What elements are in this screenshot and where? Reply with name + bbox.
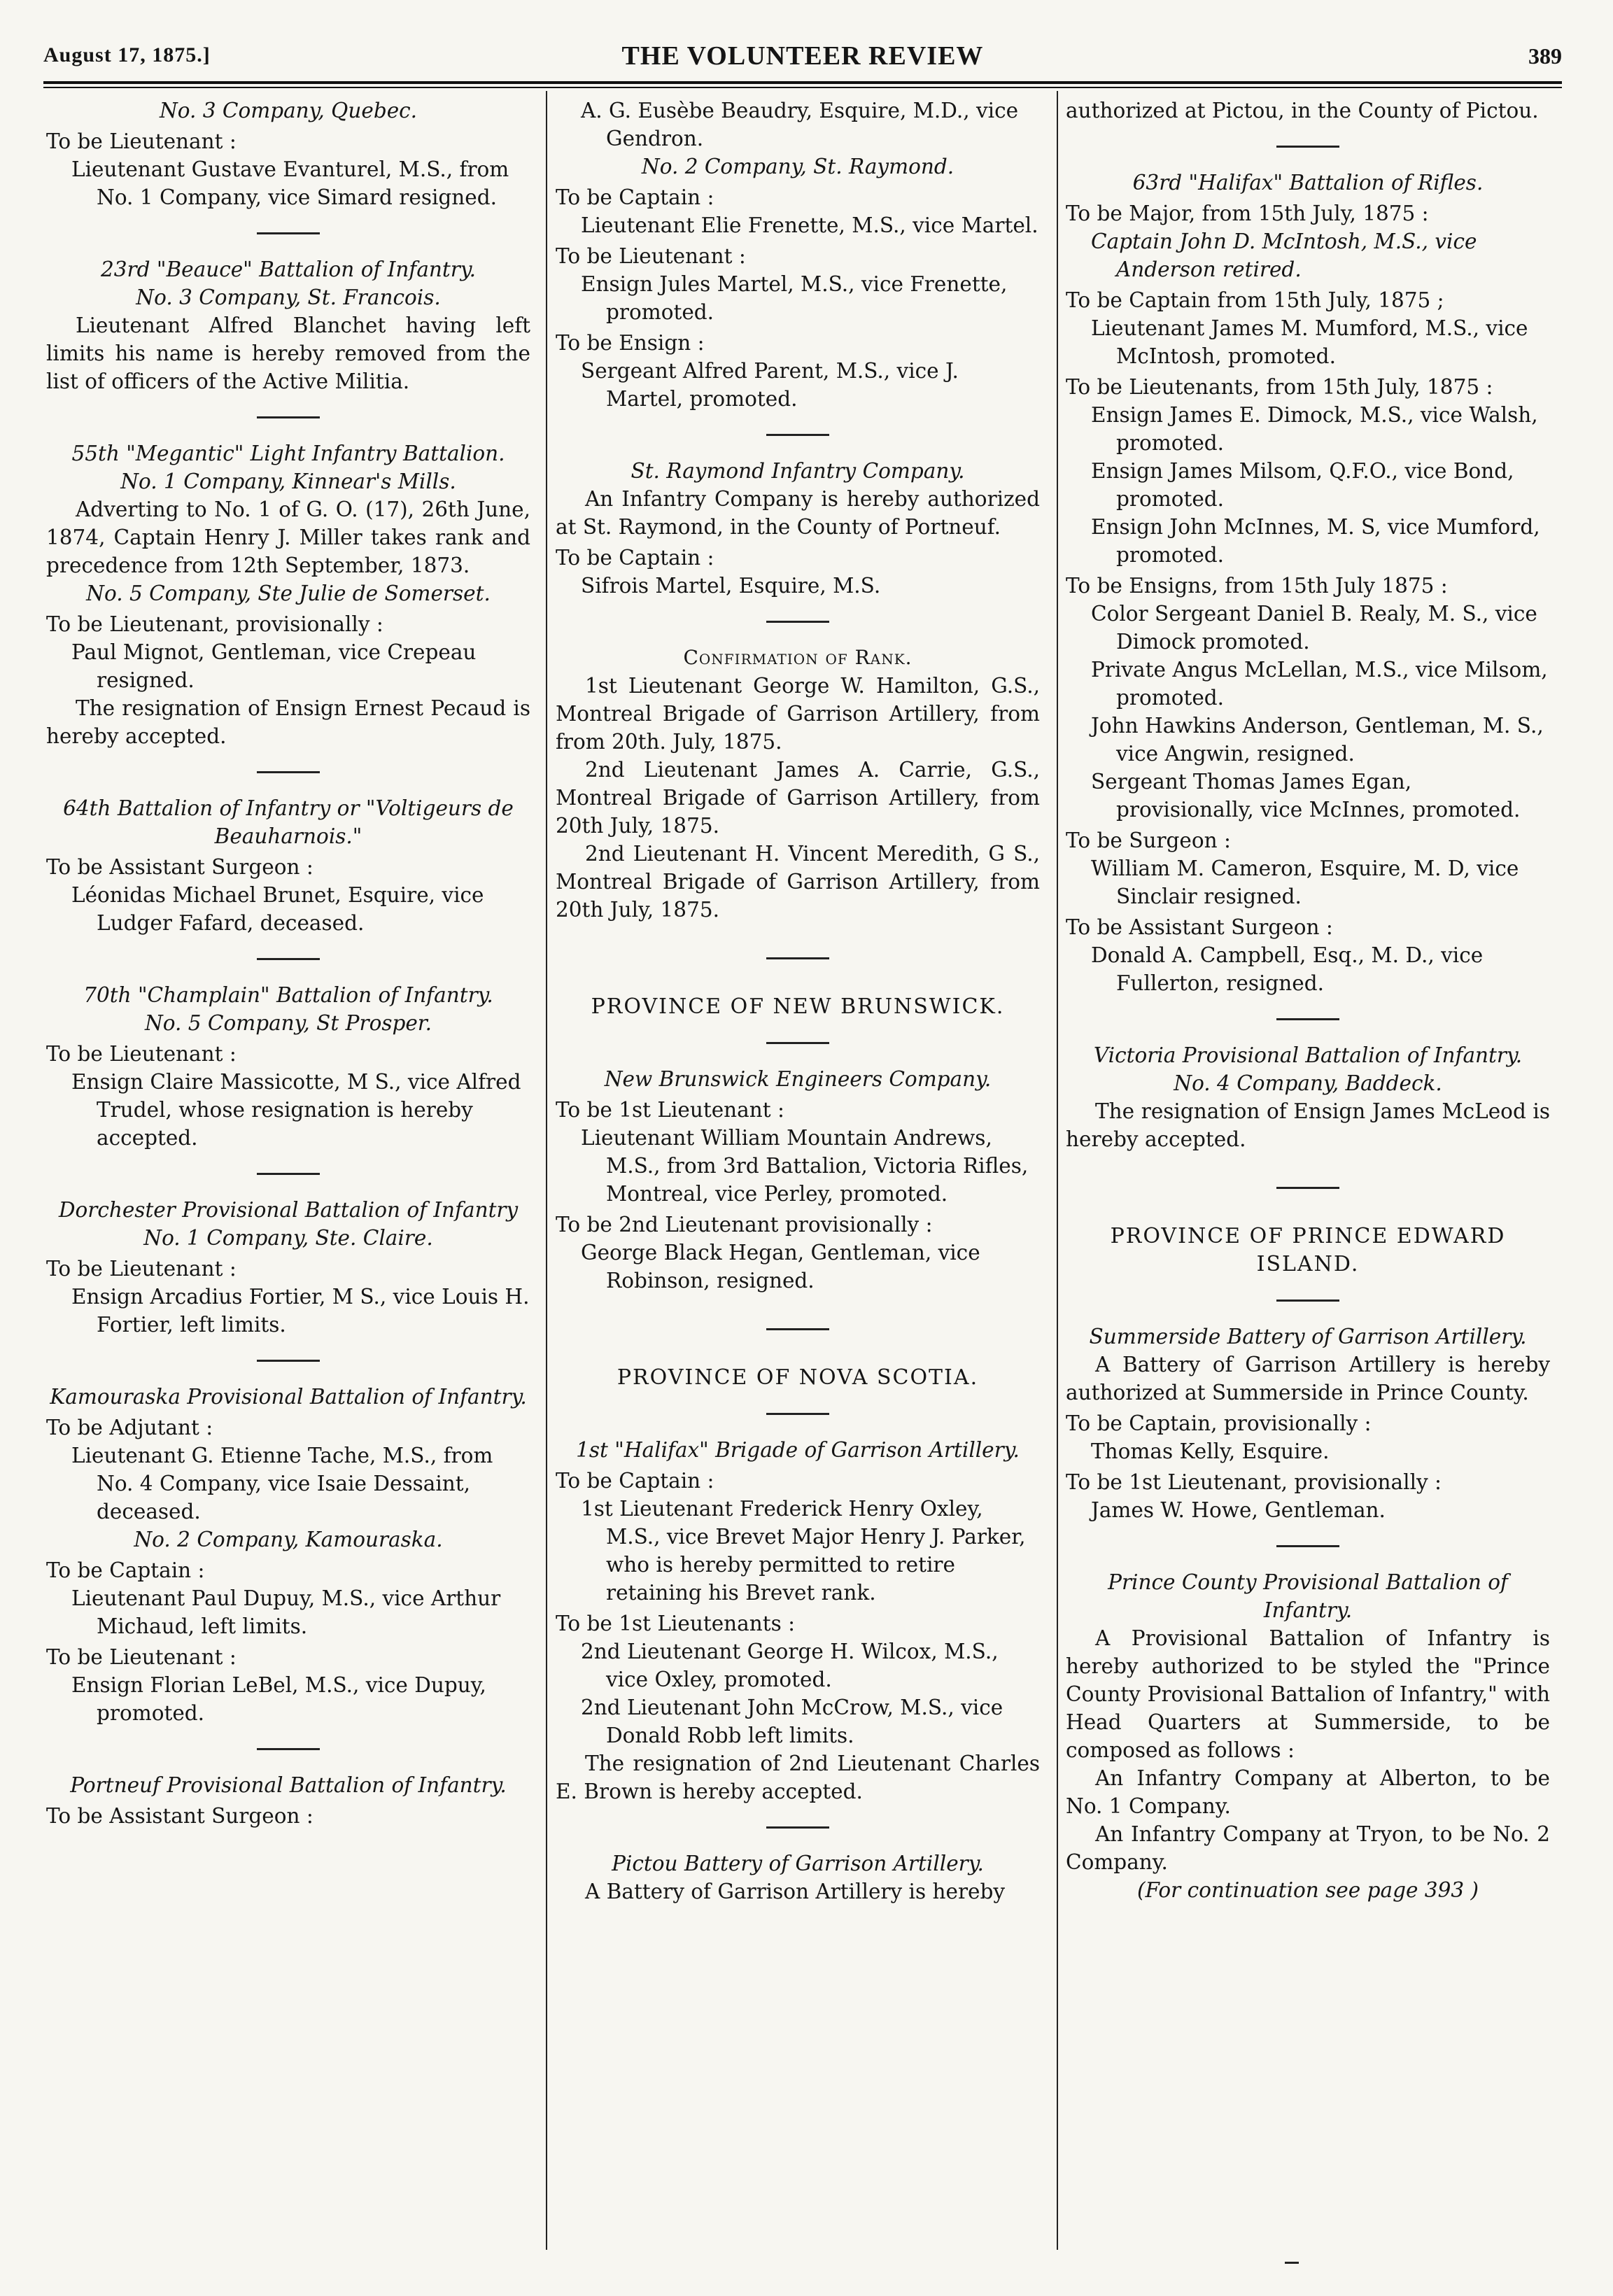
appointment-entry: Lieutenant James M. Mumford, M.S., vice McIntosh, promoted.	[1091, 316, 1528, 368]
text-line: authorized at Pictou, in the County of Pictou.	[1066, 99, 1539, 122]
header-rule-thick	[43, 81, 1562, 84]
section-divider	[257, 232, 320, 234]
section-divider	[1276, 146, 1339, 148]
publication-title: THE VOLUNTEER REVIEW	[621, 41, 984, 71]
section-divider	[766, 957, 829, 959]
column-middle	[556, 97, 1040, 1906]
section-heading: No. 3 Company, St. Francois.	[136, 286, 441, 309]
notice-paragraph: A Battery of Garrison Artillery is hereby authorized at Summerside in Prince County.	[1066, 1353, 1550, 1404]
notice-paragraph: 1st Lieutenant George W. Hamilton, G.S., Montreal Brigade of Garrison Artillery, from from 20th. July, 1875.	[556, 674, 1040, 754]
section-heading: No. 1 Company, Ste. Claire.	[143, 1226, 433, 1250]
section-heading: No. 2 Company, Kamouraska.	[134, 1528, 443, 1551]
section-heading: Prince County Provisional Battalion of Infantry.	[1108, 1570, 1508, 1622]
appointment-entry: 1st Lieutenant Frederick Henry Oxley, M.S., vice Brevet Major Henry J. Parker, who is hereby permitted to retire retaining his Brevet rank.	[581, 1497, 1026, 1605]
appointment-entry: Private Angus McLellan, M.S., vice Milsom, promoted.	[1091, 658, 1548, 710]
appointment-label: To be Assistant Surgeon :	[1066, 915, 1333, 939]
appointment-entry: Lieutenant Paul Dupuy, M.S., vice Arthur Michaud, left limits.	[71, 1586, 501, 1638]
appointment-entry: Lieutenant William Mountain Andrews, M.S., from 3rd Battalion, Victoria Rifles, Montreal, vice Perley, promoted.	[581, 1126, 1029, 1206]
notice-paragraph: An Infantry Company at Alberton, to be No. 1 Company.	[1066, 1766, 1550, 1818]
notice-paragraph: An Infantry Company is hereby authorized at St. Raymond, in the County of Portneuf.	[556, 487, 1040, 539]
appointment-label: To be Lieutenant, provisionally :	[46, 612, 383, 636]
appointment-label: To be Lieutenant :	[556, 244, 746, 268]
page-header	[43, 31, 1562, 80]
province-heading: PROVINCE OF NOVA SCOTIA.	[617, 1365, 979, 1390]
section-heading: St. Raymond Infantry Company.	[631, 459, 965, 483]
appointment-label: To be Captain :	[556, 546, 714, 570]
appointment-entry: 2nd Lieutenant George H. Wilcox, M.S., vice Oxley, promoted.	[581, 1640, 999, 1691]
section-divider	[1276, 1300, 1339, 1302]
section-heading: No. 3 Company, Quebec.	[159, 99, 418, 122]
appointment-label: To be Lieutenant :	[46, 1645, 237, 1669]
appointment-label: To be Lieutenant :	[46, 129, 237, 153]
notice-paragraph: Lieutenant Alfred Blanchet having left limits his name is hereby removed from the list of officers of the Active Militia.	[46, 314, 530, 393]
notice-paragraph: The resignation of Ensign Ernest Pecaud is hereby accepted.	[46, 696, 530, 748]
section-heading: 55th "Megantic" Light Infantry Battalion.	[71, 442, 505, 465]
section-heading: 63rd "Halifax" Battalion of Rifles.	[1132, 171, 1484, 195]
appointment-entry: Sergeant Thomas James Egan, provisionally, vice McInnes, promoted.	[1091, 770, 1521, 822]
notice-paragraph: A Battery of Garrison Artillery is hereby	[585, 1880, 1006, 1903]
notice-paragraph: Adverting to No. 1 of G. O. (17), 26th June, 1874, Captain Henry J. Miller takes rank and precedence from 12th September, 1873.	[46, 498, 530, 577]
section-divider	[257, 1748, 320, 1750]
section-heading: No. 5 Company, Ste Julie de Somerset.	[86, 582, 491, 605]
appointment-entry: Thomas Kelly, Esquire.	[1091, 1439, 1330, 1463]
appointment-entry: Donald A. Campbell, Esq., M. D., vice Fullerton, resigned.	[1091, 943, 1484, 995]
appointment-label: To be Captain :	[556, 185, 714, 209]
section-divider	[766, 1826, 829, 1829]
appointment-entry: Ensign James E. Dimock, M.S., vice Walsh, promoted.	[1091, 403, 1538, 455]
section-heading: Victoria Provisional Battalion of Infantry.	[1093, 1043, 1523, 1067]
section-heading: Summerside Battery of Garrison Artillery.	[1089, 1325, 1527, 1348]
section-heading: Kamouraska Provisional Battalion of Infantry.	[50, 1385, 527, 1409]
appointment-entry: Léonidas Michael Brunet, Esquire, vice Ludger Fafard, deceased.	[71, 883, 484, 935]
section-divider	[766, 621, 829, 623]
appointment-label: To be Captain, provisionally :	[1066, 1411, 1372, 1435]
appointment-entry: Sergeant Alfred Parent, M.S., vice J. Martel, promoted.	[581, 359, 959, 411]
appointment-entry: William M. Cameron, Esquire, M. D, vice Sinclair resigned.	[1091, 857, 1519, 908]
section-heading: No. 1 Company, Kinnear's Mills.	[120, 470, 456, 493]
appointment-label: To be Ensign :	[556, 331, 705, 355]
appointment-label: To be Captain from 15th July, 1875 ;	[1066, 288, 1444, 312]
section-divider	[257, 416, 320, 418]
appointment-entry: George Black Hegan, Gentleman, vice Robinson, resigned.	[581, 1241, 980, 1293]
section-heading: Pictou Battery of Garrison Artillery.	[612, 1852, 984, 1875]
section-divider	[257, 958, 320, 960]
appointment-entry: John Hawkins Anderson, Gentleman, M. S., vice Angwin, resigned.	[1091, 714, 1544, 766]
appointment-label: To be Adjutant :	[46, 1416, 213, 1439]
appointment-label: To be Captain :	[556, 1469, 714, 1493]
page-number: 389	[1528, 43, 1562, 69]
appointment-label: To be Lieutenant :	[46, 1042, 237, 1066]
section-heading: No. 4 Company, Baddeck.	[1174, 1071, 1442, 1095]
header-rule-thin	[43, 87, 1562, 88]
appointment-entry: Ensign Florian LeBel, M.S., vice Dupuy, promoted.	[71, 1673, 486, 1725]
section-divider	[766, 434, 829, 436]
appointment-label: To be Ensigns, from 15th July 1875 :	[1066, 574, 1448, 598]
appointment-entry: 2nd Lieutenant John McCrow, M.S., vice Donald Robb left limits.	[581, 1696, 1003, 1747]
appointment-entry: Lieutenant Gustave Evanturel, M.S., from No. 1 Company, vice Simard resigned.	[71, 157, 509, 209]
notice-paragraph: 2nd Lieutenant H. Vincent Meredith, G S., Montreal Brigade of Garrison Artillery, from 20th July, 1875.	[556, 842, 1040, 922]
appointment-entry: Sifrois Martel, Esquire, M.S.	[581, 574, 881, 598]
appointment-entry: Color Sergeant Daniel B. Realy, M. S., vice Dimock promoted.	[1091, 602, 1537, 654]
section-divider	[766, 1413, 829, 1415]
subsection-heading: Confirmation of Rank.	[683, 646, 913, 669]
appointment-entry: Ensign James Milsom, Q.F.O., vice Bond, promoted.	[1091, 459, 1514, 511]
appointment-entry: Lieutenant Elie Frenette, M.S., vice Martel.	[581, 213, 1038, 237]
appointment-entry: Captain John D. McIntosh, M.S., vice Anderson retired.	[1091, 230, 1477, 281]
section-divider	[1276, 1187, 1339, 1189]
section-divider	[1276, 1018, 1339, 1020]
appointment-label: To be 2nd Lieutenant provisionally :	[556, 1213, 933, 1237]
continuation-note: (For continuation see page 393 )	[1136, 1878, 1479, 1902]
section-divider	[257, 1360, 320, 1362]
appointment-entry: Paul Mignot, Gentleman, vice Crepeau resigned.	[71, 640, 477, 692]
appointment-label: To be Assistant Surgeon :	[46, 855, 314, 879]
appointment-entry: James W. Howe, Gentleman.	[1091, 1498, 1386, 1522]
appointment-label: To be Lieutenant :	[46, 1257, 237, 1281]
section-heading: No. 2 Company, St. Raymond.	[641, 155, 955, 178]
section-heading: 70th "Champlain" Battalion of Infantry.	[83, 983, 493, 1007]
section-divider	[766, 1042, 829, 1044]
appointment-label: To be 1st Lieutenant, provisionally :	[1066, 1470, 1442, 1494]
section-heading: 64th Battalion of Infantry or "Voltigeurs de Beauharnois."	[63, 796, 514, 848]
appointment-label: To be Assistant Surgeon :	[46, 1804, 314, 1828]
section-divider	[257, 771, 320, 773]
section-divider	[766, 1328, 829, 1330]
appointment-label: To be 1st Lieutenant :	[556, 1098, 784, 1122]
notice-paragraph: The resignation of Ensign James McLeod is hereby accepted.	[1066, 1099, 1550, 1151]
notice-paragraph: 2nd Lieutenant James A. Carrie, G.S., Montreal Brigade of Garrison Artillery, from 20th July, 1875.	[556, 758, 1040, 838]
section-heading: 23rd "Beauce" Battalion of Infantry.	[101, 258, 476, 281]
column-right	[1066, 97, 1550, 1904]
section-heading: 1st "Halifax" Brigade of Garrison Artillery.	[576, 1438, 1020, 1462]
notice-paragraph: The resignation of 2nd Lieutenant Charles E. Brown is hereby accepted.	[556, 1752, 1040, 1803]
appointment-label: To be Lieutenants, from 15th July, 1875 :	[1066, 375, 1493, 399]
column-divider-1	[546, 91, 547, 2250]
appointment-label: To be Surgeon :	[1066, 829, 1231, 852]
appointment-entry: A. G. Eusèbe Beaudry, Esquire, M.D., vice Gendron.	[581, 99, 1019, 150]
appointment-entry: Ensign Jules Martel, M.S., vice Frenette, promoted.	[581, 272, 1008, 324]
section-heading: New Brunswick Engineers Company.	[604, 1067, 992, 1091]
province-heading: PROVINCE OF PRINCE EDWARD ISLAND.	[1110, 1224, 1506, 1276]
appointment-label: To be 1st Lieutenants :	[556, 1612, 796, 1635]
column-divider-2	[1057, 91, 1058, 2250]
section-heading: Portneuf Provisional Battalion of Infantry.	[70, 1773, 507, 1797]
issue-date: August 17, 1875.]	[43, 43, 211, 66]
column-left	[46, 97, 530, 1830]
section-heading: Dorchester Provisional Battalion of Infantry	[58, 1198, 519, 1222]
notice-paragraph: An Infantry Company at Tryon, to be No. 2 Company.	[1066, 1822, 1550, 1874]
appointment-entry: Ensign Claire Massicotte, M S., vice Alfred Trudel, whose resignation is hereby accepted.	[71, 1070, 521, 1150]
appointment-entry: Lieutenant G. Etienne Tache, M.S., from No. 4 Company, vice Isaie Dessaint, deceased.	[71, 1444, 493, 1523]
section-divider	[1276, 1545, 1339, 1547]
section-heading: No. 5 Company, St Prosper.	[144, 1011, 432, 1035]
footer-mark	[1285, 2262, 1299, 2264]
section-divider	[257, 1173, 320, 1175]
notice-paragraph: A Provisional Battalion of Infantry is hereby authorized to be styled the "Prince County Provisional Battalion of Infantry," with Head Quarters at Summerside, to be composed as follows :	[1066, 1626, 1550, 1762]
appointment-label: To be Captain :	[46, 1558, 205, 1582]
province-heading: PROVINCE OF NEW BRUNSWICK.	[591, 994, 1005, 1019]
appointment-label: To be Major, from 15th July, 1875 :	[1066, 202, 1429, 225]
appointment-entry: Ensign Arcadius Fortier, M S., vice Louis H. Fortier, left limits.	[71, 1285, 530, 1337]
appointment-entry: Ensign John McInnes, M. S, vice Mumford, promoted.	[1091, 515, 1540, 567]
